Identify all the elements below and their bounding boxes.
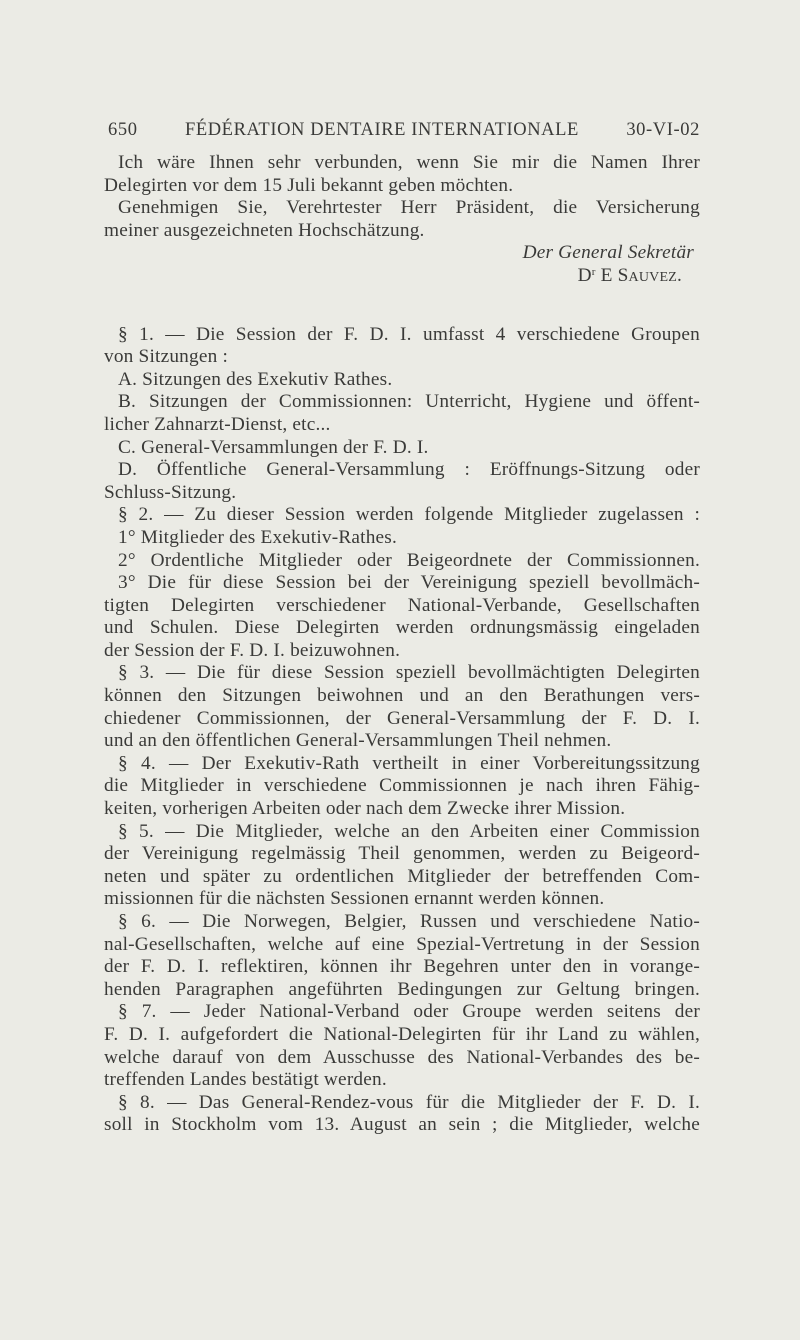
letter-line: Genehmigen Sie, Verehrtester Herr Präsident, die Versicherung <box>118 197 700 219</box>
header-date: 30-VI-02 <box>626 120 700 140</box>
paragraph-line: nal-Gesellschaften, welche auf eine Spezial-Vertretung in der Session <box>104 933 700 955</box>
paragraph-line: § 8. — Das General-Rendez-vous für die Mitglieder der F. D. I. <box>118 1091 700 1113</box>
paragraph-line: soll in Stockholm vom 13. August an sein ; die Mitglieder, welche <box>104 1114 700 1136</box>
signature-title: Der General Sekretär <box>522 242 694 264</box>
page-body <box>104 152 700 1137</box>
paragraph-line: henden Paragraphen angeführten Bedingungen zur Geltung bringen. <box>104 978 700 1000</box>
paragraph-line: treffenden Landes bestätigt werden. <box>104 1069 387 1091</box>
paragraph-line: Schluss-Sitzung. <box>104 481 237 503</box>
paragraph-line: 3° Die für diese Session bei der Vereinigung speziell bevollmäch- <box>118 572 700 594</box>
paragraph-line: § 3. — Die für diese Session speziell bevollmächtigten Delegirten <box>118 662 700 684</box>
paragraph-line: § 1. — Die Session der F. D. I. umfasst 4 verschiedene Groupen <box>118 323 700 345</box>
paragraph-line: § 7. — Jeder National-Verband oder Groupe werden seitens der <box>118 1001 700 1023</box>
paragraph-line: der F. D. I. reflektiren, können ihr Begehren unter den in vorange- <box>104 956 700 978</box>
running-header <box>108 120 700 141</box>
paragraph-line: licher Zahnarzt-Dienst, etc... <box>104 413 331 435</box>
paragraph-line: F. D. I. aufgefordert die National-Delegirten für ihr Land zu wählen, <box>104 1023 700 1045</box>
letter-line: Delegirten vor dem 15 Juli bekannt geben möchten. <box>104 174 514 196</box>
paragraph-line: und Schulen. Diese Delegirten werden ordnungsmässig eingeladen <box>104 617 700 639</box>
paragraph-line: keiten, vorherigen Arbeiten oder nach dem Zwecke ihrer Mission. <box>104 798 626 820</box>
paragraph-line: § 5. — Die Mitglieder, welche an den Arbeiten einer Commission <box>118 820 700 842</box>
paragraph-line: welche darauf von dem Ausschusse des National-Verbandes des be- <box>104 1046 700 1068</box>
letter-line: meiner ausgezeichneten Hochschätzung. <box>104 219 425 241</box>
signature-name <box>104 265 700 288</box>
paragraph-line: tigten Delegirten verschiedener National-Verbande, Gesellschaften <box>104 594 700 616</box>
paragraph-line: von Sitzungen : <box>104 346 229 368</box>
paragraph-line: 2° Ordentliche Mitglieder oder Beigeordnete der Commissionnen. <box>118 549 700 571</box>
paragraph-line: missionnen für die nächsten Sessionen ernannt werden können. <box>104 888 605 910</box>
paragraph-line: die Mitglieder in verschiedene Commissionnen je nach ihren Fähig- <box>104 775 700 797</box>
paragraph-line: der Vereinigung regelmässig Theil genommen, werden zu Beigeord- <box>104 843 700 865</box>
paragraph-line: 1° Mitglieder des Exekutiv-Rathes. <box>118 526 398 548</box>
paragraph-line: neten und später zu ordentlichen Mitglieder der betreffenden Com- <box>104 865 700 887</box>
page-number: 650 <box>108 120 138 140</box>
paragraph-line: und an den öffentlichen General-Versammlungen Theil nehmen. <box>104 730 612 752</box>
paragraph-line: § 6. — Die Norwegen, Belgier, Russen und verschiedene Natio- <box>118 911 700 932</box>
paragraph-line: § 4. — Der Exekutiv-Rath vertheilt in einer Vorbereitungssitzung <box>118 752 700 774</box>
running-title: FÉDÉRATION DENTAIRE INTERNATIONALE <box>184 120 579 140</box>
paragraph-line: chiedener Commissionnen, der General-Versammlung der F. D. I. <box>104 707 700 729</box>
signature-superscript: r <box>591 265 596 278</box>
paragraph-line: D. Öffentliche General-Versammlung : Eröffnungs-Sitzung oder <box>118 459 700 481</box>
paragraph-line: können den Sitzungen beiwohnen und an den Berathungen vers- <box>104 685 700 707</box>
section-gap <box>104 288 700 324</box>
paragraph-line: der Session der F. D. I. beizuwohnen. <box>104 639 401 661</box>
signature-prefix: D <box>577 264 592 286</box>
signature-surname: E Sauvez. <box>595 264 682 286</box>
paragraph-line: C. General-Versammlungen der F. D. I. <box>118 436 429 458</box>
paragraph-line: A. Sitzungen des Exekutiv Rathes. <box>118 368 393 390</box>
letter-line: Ich wäre Ihnen sehr verbunden, wenn Sie mir die Namen Ihrer <box>118 152 700 173</box>
paragraph-line: B. Sitzungen der Commissionnen: Unterricht, Hygiene und öffent- <box>118 391 700 413</box>
paragraph-line: § 2. — Zu dieser Session werden folgende Mitglieder zugelassen : <box>118 504 700 526</box>
